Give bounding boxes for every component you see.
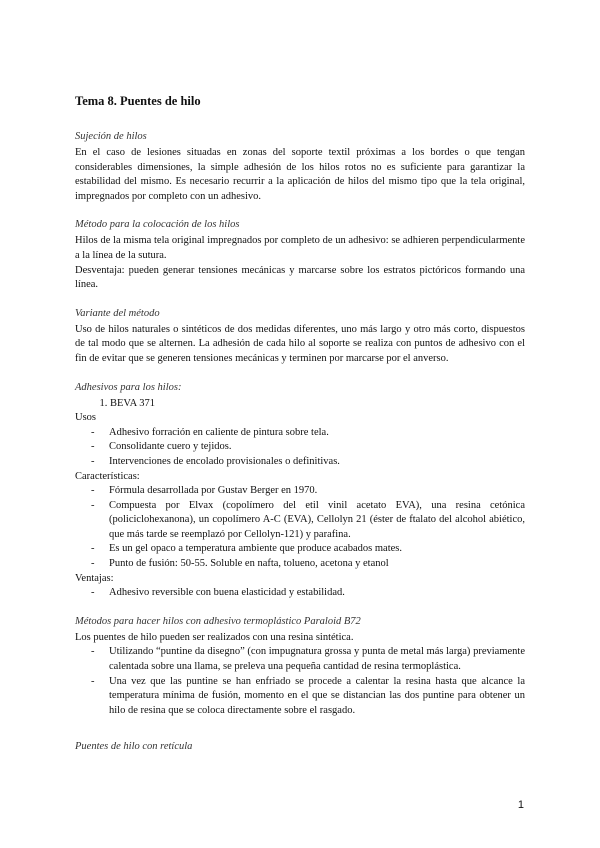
list-item: - Utilizando “puntine da disegno” (con impugnatura grossa y punta de metal más larga) previamente calentada sobre una llama, se preleva una pequeña cantidad de resina termoplástica. — [109, 645, 525, 674]
paraloid-list — [75, 645, 525, 718]
paragraph-desventaja: Desventaja: pueden generar tensiones mecánicas y marcarse sobre los estratos pictóricos formando una línea. — [75, 264, 525, 291]
list-item: - Adhesivo forración en caliente de pintura sobre tela. — [109, 426, 525, 441]
usos-label: Usos — [75, 412, 97, 424]
ventajas-label: Ventajas: — [75, 572, 114, 584]
page-title: Tema 8. Puentes de hilo — [75, 94, 201, 108]
document-page — [75, 94, 525, 756]
list-item: - Una vez que las puntine se han enfriado se procede a calentar la resina hasta que alcance la temperatura mínima de fusión, momento en el que se distancian las dos puntine para obtener un hilo de resina que se coloca directamente sobre el rasgado. — [109, 675, 525, 719]
section-heading-adhesivos: Adhesivos para los hilos: — [75, 381, 182, 393]
paragraph-variante: Uso de hilos naturales o sintéticos de dos medidas diferentes, uno más largo y otro más corto, dispuestos de tal modo que se alternen. La adhesión de cada hilo al soporte se realiza con puntos de adhesivo con el fin de evitar que se generen tensiones mecánicas y terminen por marcarse por el anverso. — [75, 323, 525, 364]
list-item: 1. BEVA 371 — [110, 397, 525, 412]
paragraph-metodo: Hilos de la misma tela original impregnados por completo de un adhesivo: se adhieren perpendicularmente a la línea de la sutura. — [75, 235, 525, 261]
list-item: - Intervenciones de encolado provisionales o definitivas. — [109, 455, 525, 470]
caracteristicas-label: Características: — [75, 470, 140, 482]
list-item: - Compuesta por Elvax (copolímero del etil vinil acetato EVA), una resina cetónica (policiclohexanona), un copolímero A-C (EVA), Cellolyn 21 (éster de ftalato del alcohol abiético, que más tarde se reemplazó por Cellolyn-121) y parafina. — [109, 499, 525, 543]
paragraph-sujecion: En el caso de lesiones situadas en zonas del soporte textil próximas a los bordes o que tengan considerables dimensiones, la simple adhesión de los hilos rotos no es suficiente para garantizar la estabilidad del mismo. Es necesario recurrir a la aplicación de hilos del mismo tipo que la tela original, impregnados por completo con un adhesivo. — [75, 147, 525, 202]
list-item: - Adhesivo reversible con buena elasticidad y estabilidad. — [109, 586, 525, 601]
paragraph-paraloid: Los puentes de hilo pueden ser realizados con una resina sintética. — [75, 631, 354, 643]
section-heading-metodo: Método para la colocación de los hilos — [75, 219, 240, 231]
list-item: - Punto de fusión: 50-55. Soluble en nafta, tolueno, acetona y etanol — [109, 557, 525, 572]
section-heading-sujecion: Sujeción de hilos — [75, 131, 147, 142]
caracteristicas-list — [75, 484, 525, 572]
ventajas-list — [75, 586, 525, 601]
usos-list — [75, 426, 525, 470]
numbered-list — [75, 397, 525, 412]
section-heading-reticula: Puentes de hilo con retícula — [75, 741, 193, 753]
list-item: - Es un gel opaco a temperatura ambiente que produce acabados mates. — [109, 542, 525, 557]
section-heading-paraloid: Métodos para hacer hilos con adhesivo termoplástico Paraloid B72 — [75, 615, 361, 627]
list-item: - Consolidante cuero y tejidos. — [109, 440, 525, 455]
page-number: 1 — [517, 799, 524, 811]
section-heading-variante: Variante del método — [75, 307, 160, 319]
list-item: - Fórmula desarrollada por Gustav Berger en 1970. — [109, 484, 525, 499]
